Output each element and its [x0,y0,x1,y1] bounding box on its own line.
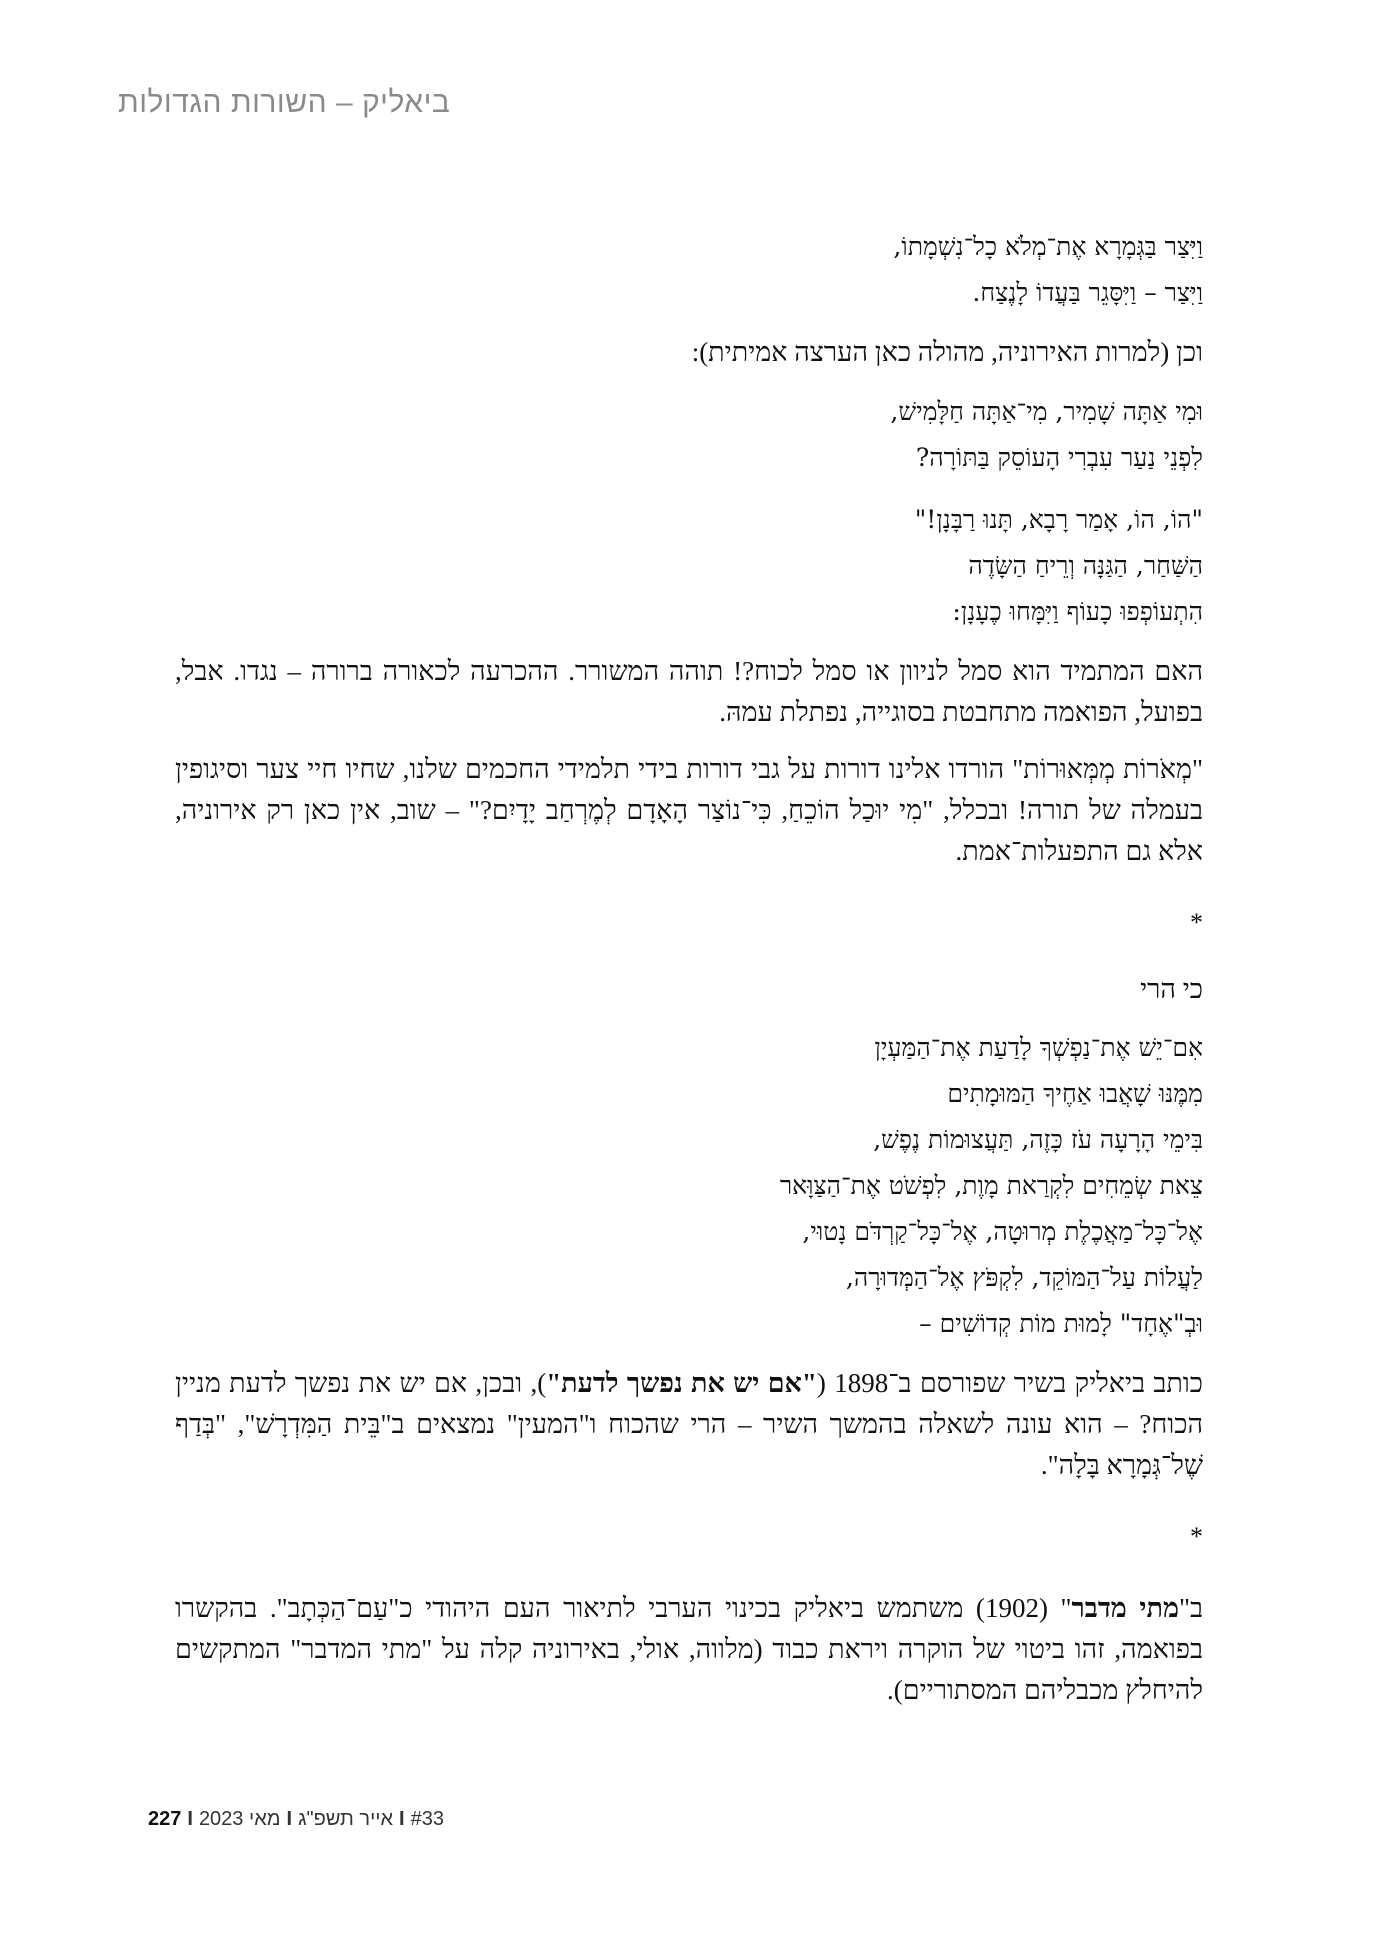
page-number: 227 [148,1808,182,1830]
verse-line: מִמֶּנּוּ שָׁאֲבוּ אַחֶיךָ הַמּוּמָתִים [947,1079,1203,1108]
verse-line: צֵאת שְׂמֵחִים לִקְרַאת מָוֶת, לִפְשֹׁט אֶת־הַצַּוָּאר [779,1171,1203,1200]
section-subheading: כי הרי [1140,974,1203,1004]
paragraph [175,1363,1203,1486]
paragraph [175,1588,1203,1711]
footer-date-hebrew: אייר תשפ"ג [298,1808,394,1830]
verse-line: "הוֹ, הוֹ, אָמַר רָבָא, תָּנוּ רַבָּנָן!" [914,505,1203,534]
verse-line: וַיִּצַר בַּגְּמָרָא אֶת־מְלֹא כָל־נִשְׁמָתוֹ, [893,232,1203,261]
running-head: ביאליק – השורות הגדולות [118,86,451,119]
verse-line: וּמִי אַתָּה שָׁמִיר, מִי־אַתָּה חַלָּמִישׁ, [890,397,1203,426]
footer-divider: I [187,1808,193,1830]
section-separator: * [1190,908,1203,937]
page-footer [148,1808,444,1831]
verse-line: לִפְנֵי נַעַר עִבְרִי הָעוֹסֵק בַּתּוֹרָה? [915,443,1203,472]
para-text: " (1902) משתמש ביאליק בכינוי הערבי לתיאור העם היהודי כ"עַם־הַכְּתָב". בהקשרו בפואמה, זהו ביטוי של הוקרה ויראת כבוד (מלווה, אולי, באירוניה קלה על "מתי המדבר" המתקשים להיחלץ מכבליהם המסתוריים). [175,1593,1203,1705]
verse-block-1 [175,224,1203,316]
intro-line: וכן (למרות האירוניה, מהולה כאן הערצה אמיתית): [691,337,1203,367]
paragraph: האם המתמיד הוא סמל לניוון או סמל לכוח?! תוהה המשורר. ההכרעה לכאורה ברורה – נגדו. אבל, בפועל, הפואמה מתחבטת בסוגייה, נפתלת עמהּ. [175,656,1203,727]
article-body [175,224,1203,1727]
paragraph: "מְאֹרוֹת מְמְּאוּרוֹת" הורדו אלינו דורות על גבי דורות בידי תלמידי החכמים שלנו, שחיו חיי צער וסיגופין בעמלה של תורה! ובכלל, "מִי יוּכַל הוֹכֵחַ, כִּי־נוֹצַר הָאָדָם לְמֶרְחַב יָדָיִם?" – שוב, אין כאן רק אירוניה, אלא גם התפעלות־אמת. [175,754,1203,866]
verse-line: בִּימֵי הָרָעָה עֹז כָּזֶה, תַּעֲצוּמוֹת נֶפֶשׁ, [873,1125,1203,1154]
section-separator: * [1190,1522,1203,1551]
verse-line: וּבְ"אֶחָד" לָמוּת מוֹת קְדוֹשִׁים – [919,1309,1203,1338]
verse-line: הַשַּׁחַר, הַגַּנָּה וְרֵיחַ הַשָּׂדֶה [968,551,1203,580]
footer-divider: I [286,1808,293,1830]
footer-date-gregorian: 2023 מאי [198,1808,281,1830]
para-text: כותב ביאליק בשיר שפורסם ב־1898 ( [816,1368,1204,1398]
poem-title: "אם יש את נפשך לדעת" [546,1368,817,1398]
footer-divider: I [399,1808,405,1830]
verse-line: וַיִּצַר – וַיִּסָּגֵר בַּעֲדוֹ לָנֶצַח. [972,278,1203,307]
para-text: ), ובכן, אם יש את נפשך לדעת מניין הכוח? – הוא עונה לשאלה בהמשך השיר – הרי שהכוח ו"המעין" נמצאים ב"בֵּית הַמִּדְרָשׁ", "בְּדַף שֶׁל־גְּמָרָא בָּלָה". [175,1368,1203,1480]
poem-title: מתי מדבר [1071,1593,1179,1623]
para-text: ב" [1178,1593,1203,1623]
footer-issue: #33 [410,1808,444,1830]
verse-line: אֶל־כָּל־מַאֲכֶלֶת מְרוּטָה, אֶל־כָּל־קַרְדֹּם נָטוּי, [802,1217,1203,1246]
verse-line: הִתְעוֹפְפוּ כָעוֹף וַיִּמָּחוּ כֶעָנָן: [952,597,1203,626]
verse-line: לַעֲלוֹת עַל־הַמּוֹקֵד, לִקְפֹּץ אֶל־הַמְּדוּרָה, [845,1263,1203,1292]
verse-block-2 [175,389,1203,481]
verse-block-3 [175,497,1203,635]
verse-block-4 [175,1025,1203,1347]
verse-line: אִם־יֵשׁ אֶת־נַפְשְׁךָ לָדַעַת אֶת־הַמַּעְיָן [874,1033,1203,1062]
